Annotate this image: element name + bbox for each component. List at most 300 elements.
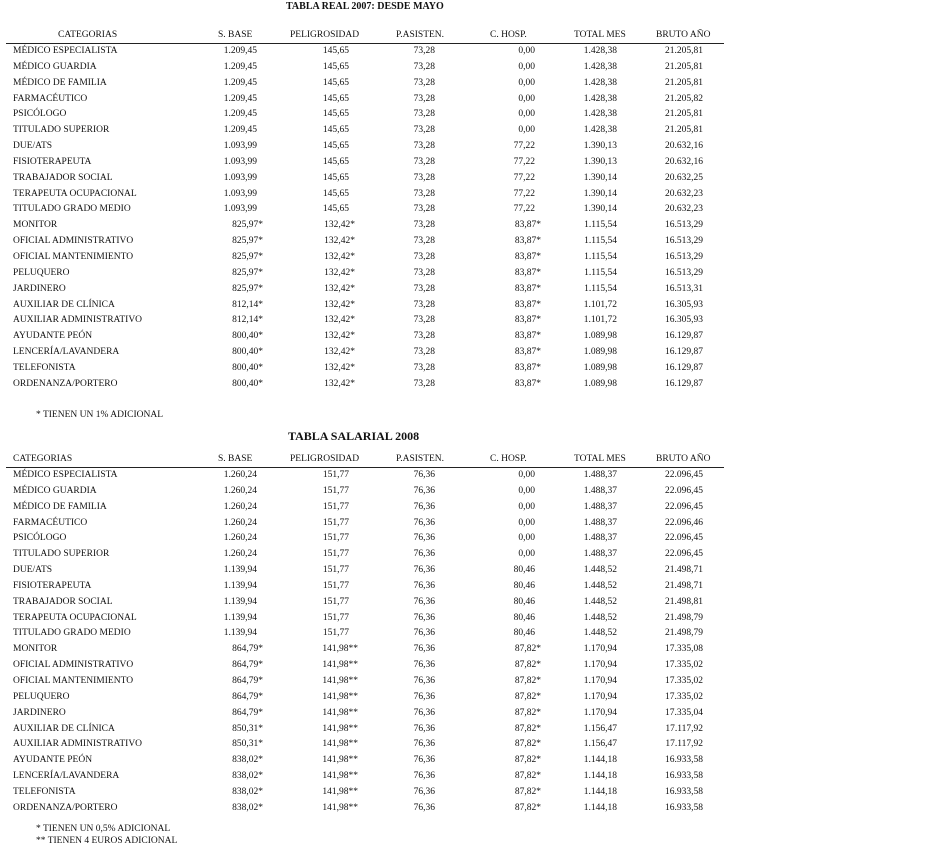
cell-categoria: TELEFONISTA: [13, 362, 76, 373]
cell-total-mes: 1.144,18: [583, 771, 617, 782]
cell-c-hosp: 87,82*: [514, 802, 541, 813]
cell-categoria: TERAPEUTA OCUPACIONAL: [13, 612, 137, 623]
cell-peligrosidad: 151,77: [322, 533, 349, 544]
cell-bruto-ano: 21.205,81: [665, 125, 703, 136]
cell-bruto-ano: 16.129,87: [665, 378, 703, 389]
cell-total-mes: 1.448,52: [583, 565, 617, 576]
cell-bruto-ano: 16.513,29: [665, 267, 703, 278]
cell-total-mes: 1.144,18: [583, 786, 617, 797]
header-categorias: CATEGORIAS: [13, 454, 73, 464]
cell-p-asisten: 73,28: [413, 362, 435, 373]
cell-bruto-ano: 17.335,04: [665, 707, 703, 718]
cell-categoria: FISIOTERAPEUTA: [13, 156, 92, 167]
cell-peligrosidad: 132,42*: [324, 220, 355, 231]
cell-bruto-ano: 20.632,25: [665, 172, 703, 183]
table-row: [6, 92, 724, 108]
cell-categoria: TITULADO SUPERIOR: [13, 125, 110, 136]
cell-categoria: AYUDANTE PEÓN: [13, 755, 93, 766]
header-bruto-ano: BRUTO AÑO: [656, 454, 711, 464]
cell-peligrosidad: 132,42*: [324, 315, 355, 326]
cell-categoria: JARDINERO: [13, 707, 66, 718]
cell-c-hosp: 83,87*: [514, 315, 541, 326]
cell-total-mes: 1.390,14: [583, 188, 617, 199]
cell-s-base: 800,40*: [232, 331, 263, 342]
cell-categoria: TITULADO GRADO MEDIO: [13, 204, 131, 215]
cell-p-asisten: 76,36: [413, 485, 435, 496]
header-s-base: S. BASE: [218, 30, 253, 40]
cell-categoria: AUXILIAR ADMINISTRATIVO: [13, 739, 143, 750]
footnote: * TIENEN UN 1% ADICIONAL: [36, 410, 164, 420]
cell-p-asisten: 73,28: [413, 204, 435, 215]
cell-p-asisten: 76,36: [413, 691, 435, 702]
cell-categoria: MONITOR: [13, 644, 58, 655]
table-row: [6, 266, 724, 282]
cell-s-base: 825,97*: [232, 236, 263, 247]
cell-c-hosp: 87,82*: [514, 707, 541, 718]
cell-peligrosidad: 141,98**: [322, 707, 358, 718]
cell-s-base: 1.093,99: [223, 156, 257, 167]
cell-total-mes: 1.448,52: [583, 596, 617, 607]
cell-categoria: PELUQUERO: [13, 267, 70, 278]
cell-total-mes: 1.115,54: [584, 251, 617, 262]
cell-c-hosp: 83,87*: [514, 283, 541, 294]
cell-bruto-ano: 20.632,23: [665, 188, 703, 199]
cell-bruto-ano: 21.205,82: [665, 93, 703, 104]
cell-total-mes: 1.390,13: [583, 156, 617, 167]
cell-s-base: 825,97*: [232, 267, 263, 278]
cell-bruto-ano: 21.205,81: [665, 61, 703, 72]
cell-peligrosidad: 151,77: [322, 612, 349, 623]
cell-peligrosidad: 151,77: [322, 580, 349, 591]
cell-s-base: 1.139,94: [223, 596, 257, 607]
cell-categoria: MÉDICO GUARDIA: [13, 485, 97, 496]
cell-peligrosidad: 132,42*: [324, 299, 355, 310]
cell-categoria: MONITOR: [13, 220, 58, 231]
cell-c-hosp: 0,00: [518, 501, 535, 512]
cell-categoria: TRABAJADOR SOCIAL: [13, 596, 113, 607]
cell-categoria: DUE/ATS: [13, 141, 53, 152]
cell-total-mes: 1.170,94: [583, 675, 617, 686]
cell-bruto-ano: 21.205,81: [665, 109, 703, 120]
cell-total-mes: 1.101,72: [583, 315, 617, 326]
cell-p-asisten: 73,28: [413, 172, 435, 183]
cell-c-hosp: 87,82*: [514, 691, 541, 702]
cell-p-asisten: 73,28: [413, 46, 435, 56]
cell-c-hosp: 0,00: [518, 46, 535, 56]
cell-s-base: 1.209,45: [223, 109, 257, 120]
cell-bruto-ano: 16.129,87: [665, 331, 703, 342]
cell-p-asisten: 73,28: [413, 315, 435, 326]
cell-total-mes: 1.115,54: [584, 267, 617, 278]
cell-bruto-ano: 16.933,58: [665, 771, 703, 782]
cell-total-mes: 1.448,52: [583, 628, 617, 639]
cell-s-base: 1.139,94: [223, 628, 257, 639]
cell-categoria: AUXILIAR ADMINISTRATIVO: [13, 315, 143, 326]
cell-categoria: AUXILIAR DE CLÍNICA: [13, 299, 115, 310]
cell-p-asisten: 76,36: [413, 675, 435, 686]
cell-p-asisten: 73,28: [413, 236, 435, 247]
cell-peligrosidad: 132,42*: [324, 251, 355, 262]
cell-categoria: PSICÓLOGO: [13, 533, 67, 544]
cell-total-mes: 1.428,38: [583, 77, 617, 88]
cell-total-mes: 1.170,94: [583, 691, 617, 702]
cell-c-hosp: 0,00: [518, 109, 535, 120]
cell-c-hosp: 87,82*: [514, 660, 541, 671]
cell-s-base: 1.260,24: [223, 549, 257, 560]
table-row: [6, 329, 724, 345]
footnote: * TIENEN UN 0,5% ADICIONAL: [36, 824, 171, 834]
cell-peligrosidad: 145,65: [322, 77, 349, 88]
cell-peligrosidad: 151,77: [322, 501, 349, 512]
cell-peligrosidad: 151,77: [322, 565, 349, 576]
cell-categoria: DUE/ATS: [13, 565, 53, 576]
table-row: [6, 107, 724, 123]
table-row: [6, 531, 724, 547]
cell-total-mes: 1.488,37: [583, 533, 617, 544]
table-row: [6, 361, 724, 377]
cell-total-mes: 1.428,38: [583, 93, 617, 104]
cell-c-hosp: 83,87*: [514, 378, 541, 389]
cell-p-asisten: 76,36: [413, 660, 435, 671]
cell-bruto-ano: 16.513,29: [665, 251, 703, 262]
table-row: [6, 234, 724, 250]
cell-bruto-ano: 17.335,02: [665, 660, 703, 671]
cell-p-asisten: 76,36: [413, 739, 435, 750]
table-row: [6, 298, 724, 314]
cell-c-hosp: 83,87*: [514, 331, 541, 342]
cell-p-asisten: 76,36: [413, 644, 435, 655]
cell-total-mes: 1.428,38: [583, 46, 617, 56]
cell-p-asisten: 73,28: [413, 188, 435, 199]
cell-peligrosidad: 151,77: [322, 596, 349, 607]
table-row: [6, 722, 724, 738]
cell-s-base: 800,40*: [232, 347, 263, 358]
cell-categoria: JARDINERO: [13, 283, 66, 294]
table-row: [6, 218, 724, 234]
cell-bruto-ano: 17.335,02: [665, 691, 703, 702]
cell-total-mes: 1.488,37: [583, 485, 617, 496]
cell-c-hosp: 83,87*: [514, 299, 541, 310]
cell-bruto-ano: 21.498,71: [665, 580, 703, 591]
cell-p-asisten: 73,28: [413, 109, 435, 120]
cell-peligrosidad: 141,98**: [322, 691, 358, 702]
cell-bruto-ano: 21.498,81: [665, 596, 703, 607]
cell-peligrosidad: 145,65: [322, 141, 349, 152]
table-row: [6, 642, 724, 658]
cell-p-asisten: 73,28: [413, 220, 435, 231]
table-header: [6, 29, 724, 44]
cell-total-mes: 1.101,72: [583, 299, 617, 310]
header-peligrosidad: PELIGROSIDAD: [290, 454, 360, 464]
cell-peligrosidad: 141,98**: [322, 739, 358, 750]
cell-c-hosp: 83,87*: [514, 251, 541, 262]
cell-bruto-ano: 20.632,16: [665, 156, 703, 167]
cell-peligrosidad: 141,98**: [322, 644, 358, 655]
cell-peligrosidad: 151,77: [322, 485, 349, 496]
cell-categoria: OFICIAL MANTENIMIENTO: [13, 251, 134, 262]
cell-s-base: 1.260,24: [223, 470, 257, 480]
cell-peligrosidad: 151,77: [322, 628, 349, 639]
cell-c-hosp: 0,00: [518, 93, 535, 104]
table-row: [6, 282, 724, 298]
table-row: [6, 595, 724, 611]
cell-total-mes: 1.488,37: [583, 501, 617, 512]
cell-s-base: 1.139,94: [223, 612, 257, 623]
cell-p-asisten: 73,28: [413, 283, 435, 294]
table-2008-title: TABLA SALARIAL 2008: [288, 429, 420, 443]
cell-bruto-ano: 20.632,16: [665, 141, 703, 152]
cell-total-mes: 1.170,94: [583, 660, 617, 671]
cell-total-mes: 1.156,47: [583, 739, 617, 750]
cell-c-hosp: 83,87*: [514, 267, 541, 278]
table-row: [6, 76, 724, 92]
cell-p-asisten: 76,36: [413, 786, 435, 797]
cell-bruto-ano: 16.305,93: [665, 315, 703, 326]
cell-total-mes: 1.428,38: [583, 61, 617, 72]
cell-total-mes: 1.428,38: [583, 109, 617, 120]
table-row: [6, 706, 724, 722]
cell-peligrosidad: 141,98**: [322, 786, 358, 797]
cell-peligrosidad: 145,65: [322, 156, 349, 167]
cell-peligrosidad: 141,98**: [322, 660, 358, 671]
salary-table-2008: [6, 453, 724, 817]
cell-bruto-ano: 17.117,92: [665, 739, 703, 750]
cell-c-hosp: 80,46: [513, 580, 535, 591]
cell-c-hosp: 87,82*: [514, 771, 541, 782]
cell-s-base: 864,79*: [232, 644, 263, 655]
cell-bruto-ano: 21.498,79: [665, 612, 703, 623]
cell-s-base: 1.093,99: [223, 204, 257, 215]
cell-peligrosidad: 151,77: [322, 517, 349, 528]
cell-p-asisten: 76,36: [413, 771, 435, 782]
cell-c-hosp: 80,46: [513, 565, 535, 576]
cell-total-mes: 1.156,47: [583, 723, 617, 734]
cell-peligrosidad: 132,42*: [324, 331, 355, 342]
cell-s-base: 864,79*: [232, 675, 263, 686]
cell-s-base: 1.093,99: [223, 188, 257, 199]
cell-categoria: OFICIAL ADMINISTRATIVO: [13, 236, 134, 247]
cell-c-hosp: 77,22: [513, 188, 535, 199]
cell-c-hosp: 80,46: [513, 628, 535, 639]
cell-c-hosp: 87,82*: [514, 644, 541, 655]
salary-table-2007: [6, 29, 724, 393]
cell-bruto-ano: 21.498,71: [665, 565, 703, 576]
cell-c-hosp: 0,00: [518, 533, 535, 544]
cell-s-base: 838,02*: [232, 771, 263, 782]
header-c-hosp: C. HOSP.: [490, 454, 527, 464]
cell-s-base: 1.093,99: [223, 172, 257, 183]
cell-peligrosidad: 132,42*: [324, 236, 355, 247]
cell-peligrosidad: 145,65: [322, 204, 349, 215]
cell-peligrosidad: 145,65: [322, 109, 349, 120]
header-c-hosp: C. HOSP.: [490, 30, 527, 40]
cell-c-hosp: 87,82*: [514, 739, 541, 750]
cell-peligrosidad: 132,42*: [324, 267, 355, 278]
cell-peligrosidad: 132,42*: [324, 362, 355, 373]
cell-p-asisten: 73,28: [413, 156, 435, 167]
cell-categoria: AYUDANTE PEÓN: [13, 331, 93, 342]
cell-categoria: LENCERÍA/LAVANDERA: [13, 771, 120, 782]
cell-c-hosp: 0,00: [518, 125, 535, 136]
cell-total-mes: 1.448,52: [583, 580, 617, 591]
cell-c-hosp: 0,00: [518, 470, 535, 480]
cell-s-base: 1.139,94: [223, 580, 257, 591]
cell-categoria: ORDENANZA/PORTERO: [13, 378, 118, 389]
cell-peligrosidad: 151,77: [322, 549, 349, 560]
cell-total-mes: 1.089,98: [583, 362, 617, 373]
cell-s-base: 1.260,24: [223, 501, 257, 512]
cell-peligrosidad: 141,98**: [322, 723, 358, 734]
table-row: [6, 484, 724, 500]
cell-p-asisten: 76,36: [413, 501, 435, 512]
cell-p-asisten: 76,36: [413, 533, 435, 544]
cell-bruto-ano: 21.205,81: [665, 77, 703, 88]
cell-categoria: AUXILIAR DE CLÍNICA: [13, 723, 115, 734]
cell-c-hosp: 83,87*: [514, 236, 541, 247]
table-body: [6, 468, 724, 817]
table-row: [6, 579, 724, 595]
cell-categoria: MÉDICO DE FAMILIA: [13, 77, 107, 88]
cell-total-mes: 1.115,54: [584, 236, 617, 247]
header-total-mes: TOTAL MES: [574, 30, 626, 40]
cell-peligrosidad: 151,77: [322, 470, 349, 480]
table-row: [6, 123, 724, 139]
cell-p-asisten: 73,28: [413, 299, 435, 310]
cell-total-mes: 1.390,14: [583, 172, 617, 183]
cell-s-base: 838,02*: [232, 786, 263, 797]
cell-c-hosp: 77,22: [513, 156, 535, 167]
cell-categoria: TITULADO GRADO MEDIO: [13, 628, 131, 639]
cell-p-asisten: 73,28: [413, 61, 435, 72]
cell-peligrosidad: 145,65: [322, 46, 349, 56]
cell-categoria: MÉDICO ESPECIALISTA: [13, 470, 118, 480]
cell-s-base: 838,02*: [232, 802, 263, 813]
cell-peligrosidad: 141,98**: [322, 675, 358, 686]
cell-c-hosp: 77,22: [513, 204, 535, 215]
cell-bruto-ano: 16.933,58: [665, 755, 703, 766]
cell-s-base: 1.209,45: [223, 61, 257, 72]
table-row: [6, 563, 724, 579]
cell-c-hosp: 83,87*: [514, 347, 541, 358]
cell-p-asisten: 76,36: [413, 723, 435, 734]
cell-p-asisten: 76,36: [413, 802, 435, 813]
cell-categoria: ORDENANZA/PORTERO: [13, 802, 118, 813]
cell-s-base: 800,40*: [232, 362, 263, 373]
cell-s-base: 864,79*: [232, 707, 263, 718]
cell-p-asisten: 76,36: [413, 580, 435, 591]
cell-peligrosidad: 141,98**: [322, 771, 358, 782]
footnote: ** TIENEN 4 EUROS ADICIONAL: [36, 836, 178, 846]
cell-bruto-ano: 20.632,23: [665, 204, 703, 215]
cell-categoria: LENCERÍA/LAVANDERA: [13, 347, 120, 358]
cell-peligrosidad: 145,65: [322, 188, 349, 199]
cell-bruto-ano: 22.096,45: [665, 470, 703, 480]
cell-bruto-ano: 16.129,87: [665, 347, 703, 358]
cell-peligrosidad: 145,65: [322, 125, 349, 136]
table-row: [6, 658, 724, 674]
cell-c-hosp: 77,22: [513, 172, 535, 183]
cell-categoria: TERAPEUTA OCUPACIONAL: [13, 188, 137, 199]
cell-bruto-ano: 16.513,31: [665, 283, 703, 294]
cell-s-base: 1.209,45: [223, 125, 257, 136]
cell-total-mes: 1.488,37: [583, 470, 617, 480]
table-row: [6, 187, 724, 203]
cell-bruto-ano: 22.096,45: [665, 533, 703, 544]
cell-categoria: MÉDICO GUARDIA: [13, 61, 97, 72]
cell-c-hosp: 0,00: [518, 61, 535, 72]
cell-total-mes: 1.448,52: [583, 612, 617, 623]
table-row: [6, 547, 724, 563]
cell-bruto-ano: 16.933,58: [665, 786, 703, 797]
cell-c-hosp: 87,82*: [514, 755, 541, 766]
cell-p-asisten: 76,36: [413, 565, 435, 576]
cell-categoria: OFICIAL ADMINISTRATIVO: [13, 660, 134, 671]
cell-categoria: TITULADO SUPERIOR: [13, 549, 110, 560]
cell-total-mes: 1.488,37: [583, 549, 617, 560]
cell-peligrosidad: 132,42*: [324, 283, 355, 294]
table-row: [6, 753, 724, 769]
cell-s-base: 800,40*: [232, 378, 263, 389]
table-row: [6, 785, 724, 801]
cell-bruto-ano: 16.129,87: [665, 362, 703, 373]
table-row: [6, 171, 724, 187]
cell-peligrosidad: 132,42*: [324, 347, 355, 358]
cell-s-base: 1.209,45: [223, 46, 257, 56]
table-row: [6, 44, 724, 60]
cell-p-asisten: 76,36: [413, 517, 435, 528]
cell-s-base: 864,79*: [232, 660, 263, 671]
cell-categoria: OFICIAL MANTENIMIENTO: [13, 675, 134, 686]
cell-total-mes: 1.170,94: [583, 707, 617, 718]
cell-categoria: PELUQUERO: [13, 691, 70, 702]
cell-categoria: MÉDICO ESPECIALISTA: [13, 46, 118, 56]
cell-c-hosp: 0,00: [518, 485, 535, 496]
cell-total-mes: 1.170,94: [583, 644, 617, 655]
cell-bruto-ano: 17.117,92: [665, 723, 703, 734]
cell-bruto-ano: 17.335,08: [665, 644, 703, 655]
header-s-base: S. BASE: [218, 454, 253, 464]
cell-p-asisten: 73,28: [413, 378, 435, 389]
cell-peligrosidad: 141,98**: [322, 755, 358, 766]
cell-c-hosp: 87,82*: [514, 786, 541, 797]
table-row: [6, 468, 724, 484]
cell-total-mes: 1.390,13: [583, 141, 617, 152]
cell-bruto-ano: 22.096,46: [665, 517, 703, 528]
table-row: [6, 139, 724, 155]
cell-p-asisten: 73,28: [413, 93, 435, 104]
cell-c-hosp: 0,00: [518, 77, 535, 88]
cell-c-hosp: 80,46: [513, 596, 535, 607]
table-row: [6, 345, 724, 361]
table-row: [6, 769, 724, 785]
cell-p-asisten: 76,36: [413, 549, 435, 560]
cell-bruto-ano: 16.933,58: [665, 802, 703, 813]
cell-total-mes: 1.115,54: [584, 283, 617, 294]
cell-categoria: PSICÓLOGO: [13, 109, 67, 120]
cell-total-mes: 1.144,18: [583, 802, 617, 813]
table-row: [6, 516, 724, 532]
table-row: [6, 611, 724, 627]
cell-s-base: 825,97*: [232, 220, 263, 231]
cell-total-mes: 1.089,98: [583, 331, 617, 342]
table-row: [6, 60, 724, 76]
cell-categoria: FISIOTERAPEUTA: [13, 580, 92, 591]
cell-s-base: 850,31*: [232, 723, 263, 734]
cell-total-mes: 1.144,18: [583, 755, 617, 766]
table-body: [6, 44, 724, 393]
header-p-asisten: P.ASISTEN.: [396, 30, 445, 40]
cell-s-base: 812,14*: [232, 315, 263, 326]
